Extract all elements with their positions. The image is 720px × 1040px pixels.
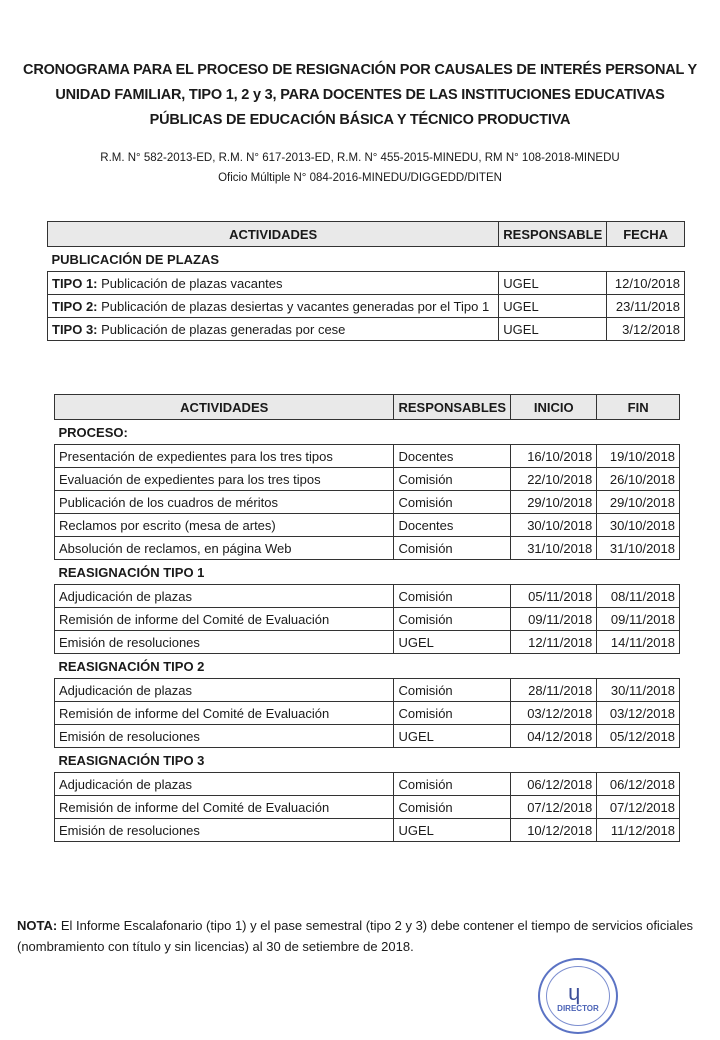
header-activities: ACTIVIDADES — [55, 395, 394, 420]
note-label: NOTA: — [17, 918, 58, 933]
start-date-cell: 29/10/2018 — [511, 491, 597, 514]
end-date-cell: 19/10/2018 — [597, 445, 680, 468]
activity-cell — [48, 295, 499, 318]
responsible-cell: UGEL — [499, 318, 607, 341]
end-date-cell: 03/12/2018 — [597, 702, 680, 725]
responsible-cell: Comisión — [394, 679, 511, 702]
end-date-cell: 30/11/2018 — [597, 679, 680, 702]
table-row — [55, 631, 680, 654]
start-date-cell: 16/10/2018 — [511, 445, 597, 468]
end-date-cell: 29/10/2018 — [597, 491, 680, 514]
date-cell: 12/10/2018 — [607, 272, 685, 295]
end-date-cell: 30/10/2018 — [597, 514, 680, 537]
references-line-1: R.M. N° 582-2013-ED, R.M. N° 617-2013-ED, R.M. N° 455-2015-MINEDU, RM N° 108-2018-MINEDU — [100, 152, 620, 164]
end-date-cell: 05/12/2018 — [597, 725, 680, 748]
section-row — [55, 654, 680, 679]
activity-cell: Emisión de resoluciones — [55, 631, 394, 654]
activity-cell: Publicación de los cuadros de méritos — [55, 491, 394, 514]
activity-cell: Remisión de informe del Comité de Evaluación — [55, 608, 394, 631]
header-start: INICIO — [511, 395, 597, 420]
activity-cell: Adjudicación de plazas — [55, 585, 394, 608]
header-activities: ACTIVIDADES — [48, 222, 499, 247]
table-row — [55, 514, 680, 537]
end-date-cell: 11/12/2018 — [597, 819, 680, 842]
responsible-cell: Comisión — [394, 796, 511, 819]
header-responsibles: RESPONSABLES — [394, 395, 511, 420]
end-date-cell: 26/10/2018 — [597, 468, 680, 491]
start-date-cell: 06/12/2018 — [511, 773, 597, 796]
activity-text: Publicación de plazas desiertas y vacantes generadas por el Tipo 1 — [97, 298, 490, 314]
type-prefix: TIPO 3: — [52, 321, 98, 337]
section-title: PUBLICACIÓN DE PLAZAS — [51, 251, 220, 267]
section-title: REASIGNACIÓN TIPO 3 — [58, 752, 205, 768]
table-header-row — [48, 222, 685, 247]
responsible-cell: Comisión — [394, 491, 511, 514]
activity-cell: Emisión de resoluciones — [55, 819, 394, 842]
start-date-cell: 03/12/2018 — [511, 702, 597, 725]
official-stamp — [538, 958, 618, 1034]
responsible-cell: UGEL — [394, 819, 511, 842]
header-end: FIN — [597, 395, 680, 420]
responsible-cell: Comisión — [394, 773, 511, 796]
table-row — [55, 585, 680, 608]
document-title: CRONOGRAMA PARA EL PROCESO DE RESIGNACIÓN POR CAUSALES DE INTERÉS PERSONAL Y UNIDAD FAMILIAR, TIPO 1, 2 y 3, PARA DOCENTES DE LAS INSTITUCIONES EDUCATIVAS PÚBLICAS DE EDUCACIÓN BÁSICA Y TÉCNICO PRODUCTIVA — [23, 62, 697, 128]
responsible-cell: Comisión — [394, 702, 511, 725]
signature-icon: ɥ — [568, 980, 581, 1005]
activity-text: Publicación de plazas generadas por cese — [97, 321, 346, 337]
activity-cell: Evaluación de expedientes para los tres tipos — [55, 468, 394, 491]
table-row — [55, 608, 680, 631]
section-title: REASIGNACIÓN TIPO 2 — [58, 658, 205, 674]
activity-cell: Adjudicación de plazas — [55, 679, 394, 702]
end-date-cell: 06/12/2018 — [597, 773, 680, 796]
section-title: PROCESO: — [58, 424, 128, 440]
responsible-cell: Docentes — [394, 514, 511, 537]
table-row — [55, 773, 680, 796]
note — [17, 915, 707, 957]
section-row — [48, 247, 685, 272]
activity-cell: Reclamos por escrito (mesa de artes) — [55, 514, 394, 537]
end-date-cell: 08/11/2018 — [597, 585, 680, 608]
activity-cell: Remisión de informe del Comité de Evaluación — [55, 796, 394, 819]
start-date-cell: 07/12/2018 — [511, 796, 597, 819]
start-date-cell: 09/11/2018 — [511, 608, 597, 631]
legal-references — [20, 148, 700, 188]
start-date-cell: 28/11/2018 — [511, 679, 597, 702]
responsible-cell: Comisión — [394, 608, 511, 631]
activity-cell — [48, 272, 499, 295]
responsible-cell: Comisión — [394, 468, 511, 491]
end-date-cell: 07/12/2018 — [597, 796, 680, 819]
responsible-cell: Comisión — [394, 585, 511, 608]
activity-cell — [48, 318, 499, 341]
note-text: El Informe Escalafonario (tipo 1) y el pase semestral (tipo 2 y 3) debe contener el tiempo de servicios oficiales (nombramiento con título y sin licencias) al 30 de setiembre de 2018. — [17, 918, 694, 954]
header-responsible: RESPONSABLE — [499, 222, 607, 247]
section-row — [55, 420, 680, 445]
section-title: REASIGNACIÓN TIPO 1 — [58, 564, 205, 580]
table-header-row — [55, 395, 680, 420]
start-date-cell: 22/10/2018 — [511, 468, 597, 491]
table-row — [55, 468, 680, 491]
activity-text: Publicación de plazas vacantes — [97, 275, 283, 291]
activity-cell: Emisión de resoluciones — [55, 725, 394, 748]
start-date-cell: 10/12/2018 — [511, 819, 597, 842]
date-cell: 23/11/2018 — [607, 295, 685, 318]
end-date-cell: 31/10/2018 — [597, 537, 680, 560]
process-table — [54, 394, 680, 842]
section-row — [55, 748, 680, 773]
activity-cell: Presentación de expedientes para los tres tipos — [55, 445, 394, 468]
table-row — [48, 272, 685, 295]
responsible-cell: Docentes — [394, 445, 511, 468]
start-date-cell: 30/10/2018 — [511, 514, 597, 537]
activity-cell: Absolución de reclamos, en página Web — [55, 537, 394, 560]
type-prefix: TIPO 2: — [52, 298, 98, 314]
responsible-cell: UGEL — [499, 295, 607, 318]
responsible-cell: UGEL — [499, 272, 607, 295]
table-row — [48, 295, 685, 318]
start-date-cell: 31/10/2018 — [511, 537, 597, 560]
activity-cell: Remisión de informe del Comité de Evaluación — [55, 702, 394, 725]
start-date-cell: 05/11/2018 — [511, 585, 597, 608]
responsible-cell: Comisión — [394, 537, 511, 560]
publication-table — [47, 221, 685, 341]
end-date-cell: 14/11/2018 — [597, 631, 680, 654]
table-row — [55, 445, 680, 468]
stamp-label: DIRECTOR — [557, 1004, 599, 1013]
header-date: FECHA — [607, 222, 685, 247]
responsible-cell: UGEL — [394, 725, 511, 748]
table-row — [55, 819, 680, 842]
table-row — [55, 702, 680, 725]
date-cell: 3/12/2018 — [607, 318, 685, 341]
table-row — [55, 491, 680, 514]
type-prefix: TIPO 1: — [52, 275, 98, 291]
table-row — [55, 537, 680, 560]
activity-cell: Adjudicación de plazas — [55, 773, 394, 796]
section-row — [55, 560, 680, 585]
table-row — [55, 679, 680, 702]
responsible-cell: UGEL — [394, 631, 511, 654]
table-row — [48, 318, 685, 341]
start-date-cell: 04/12/2018 — [511, 725, 597, 748]
table-row — [55, 796, 680, 819]
start-date-cell: 12/11/2018 — [511, 631, 597, 654]
references-line-2: Oficio Múltiple N° 084-2016-MINEDU/DIGGEDD/DITEN — [218, 172, 502, 184]
end-date-cell: 09/11/2018 — [597, 608, 680, 631]
table-row — [55, 725, 680, 748]
